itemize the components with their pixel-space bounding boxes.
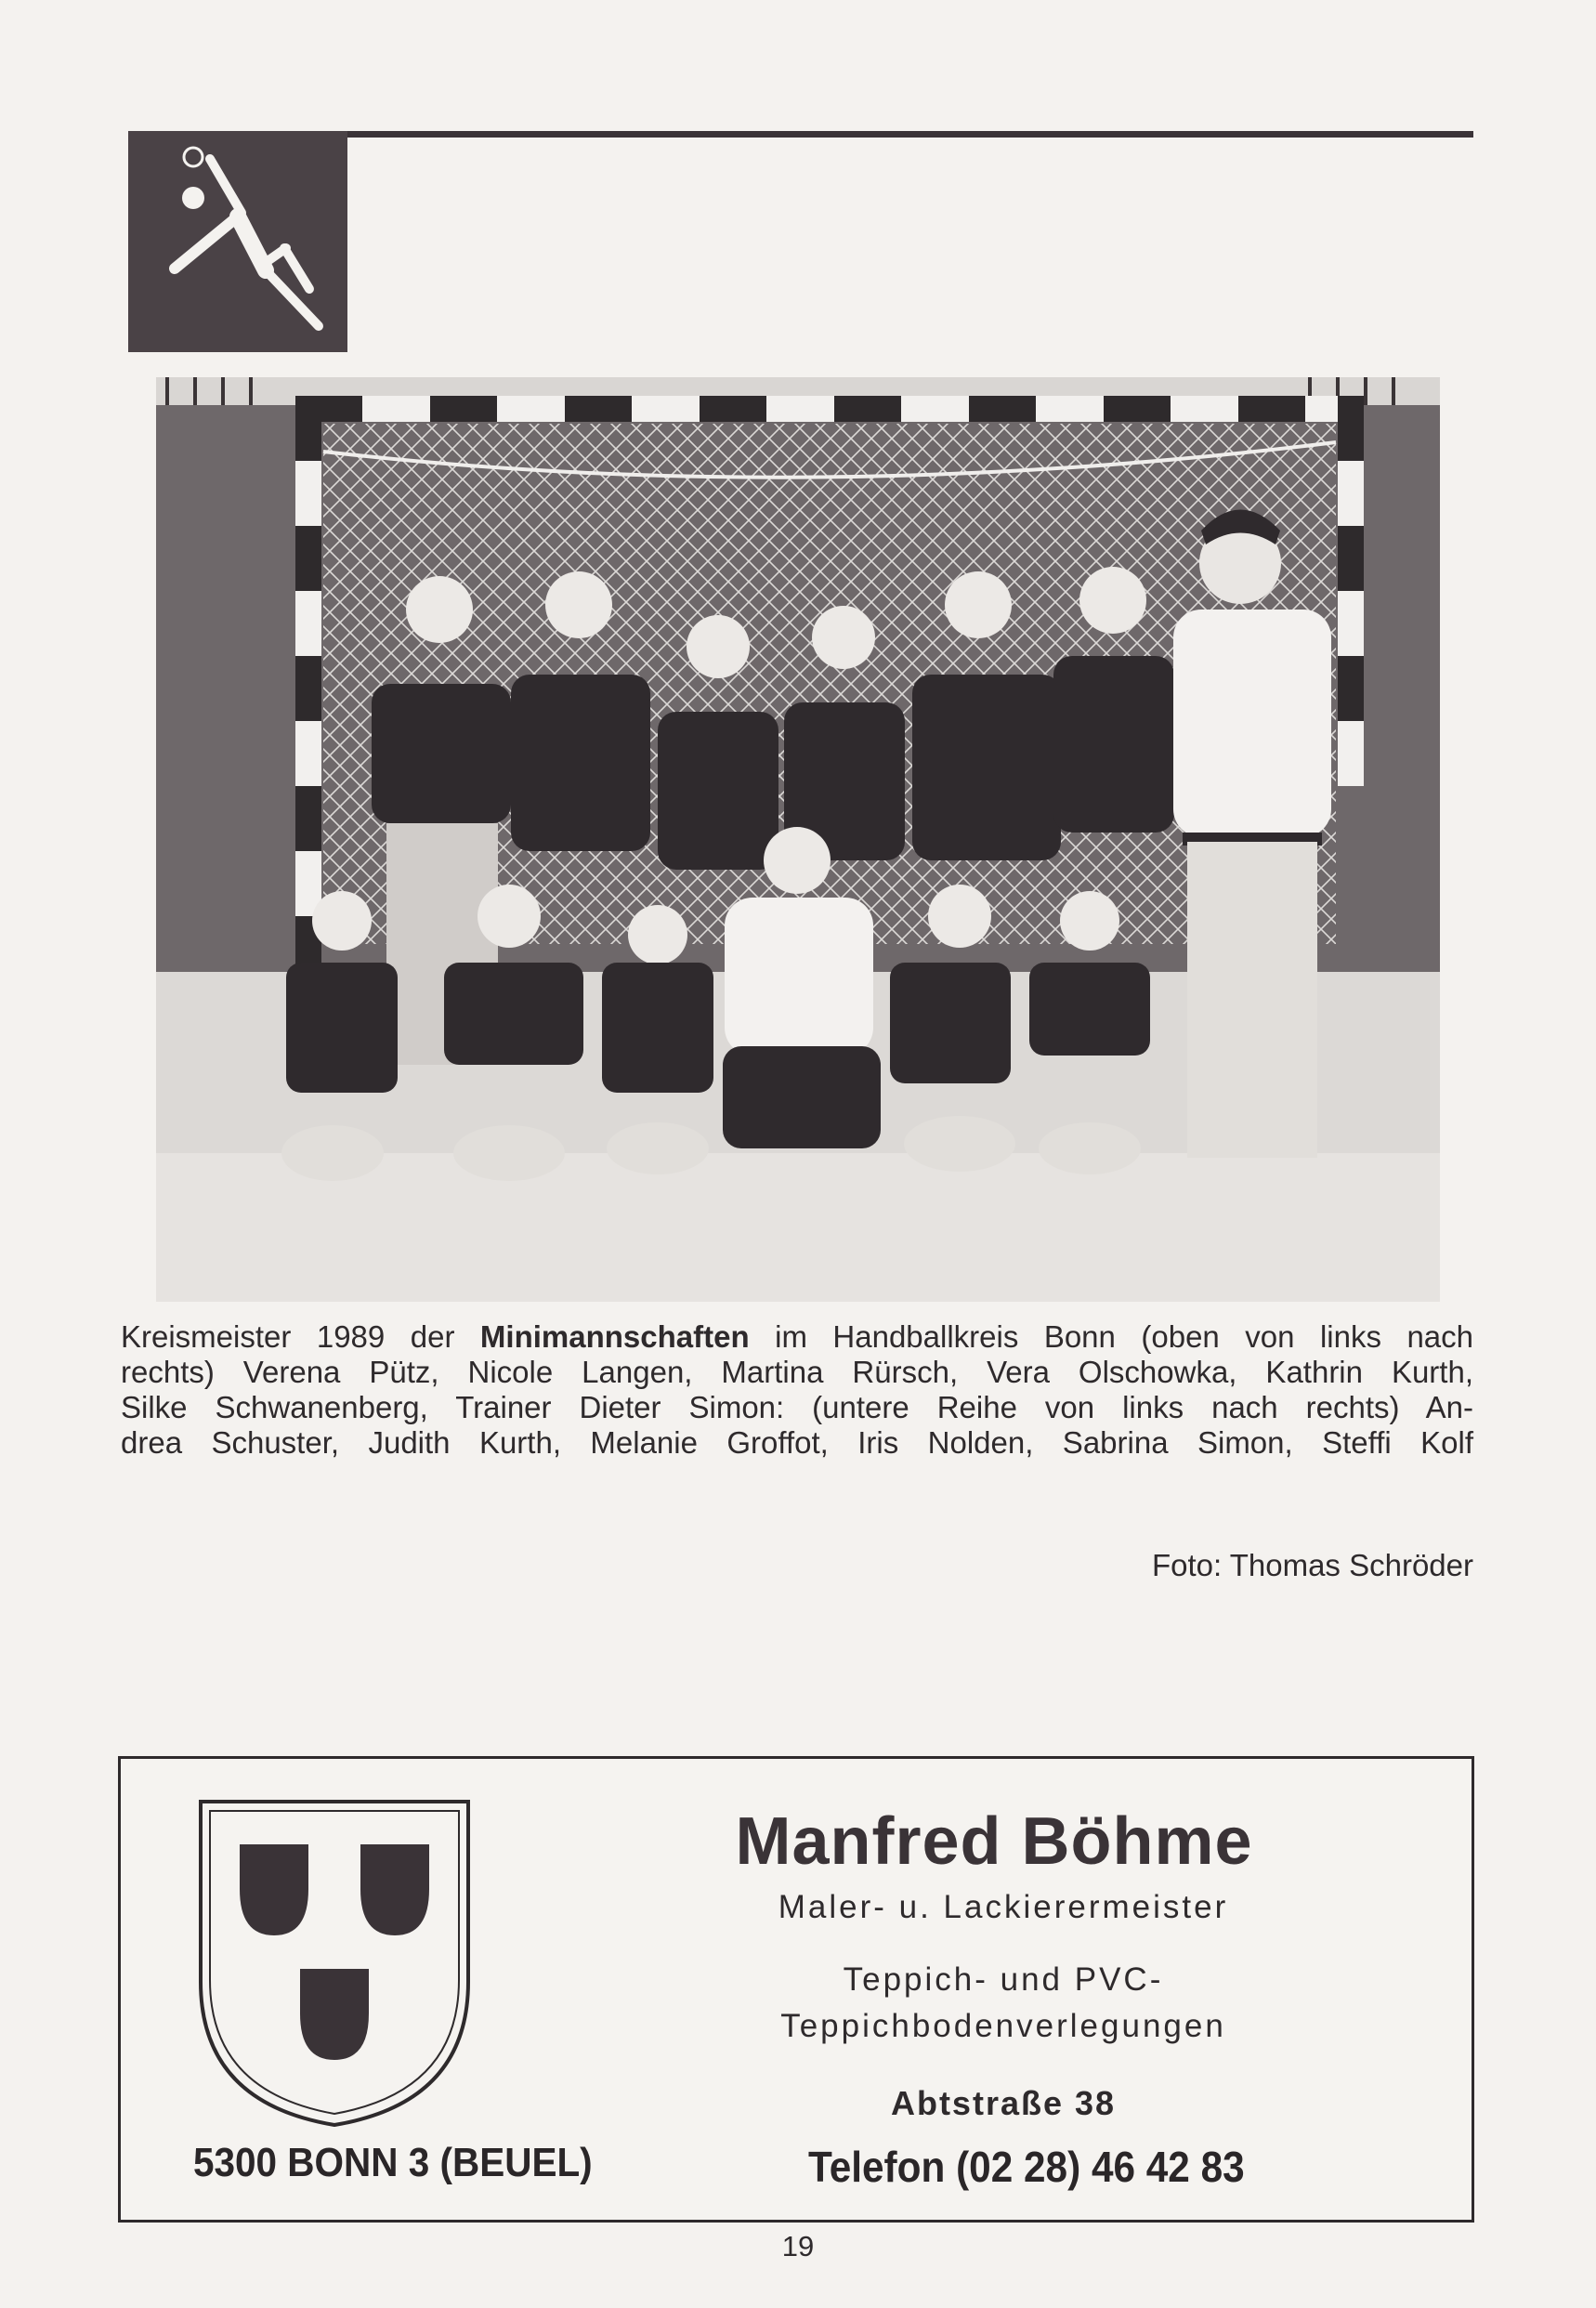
page-number: 19 — [781, 2230, 815, 2262]
caption-line-1: Kreismeister 1989 der Minimannschaften im Handballkreis Bonn (oben von links nach — [121, 1319, 1473, 1354]
caption-line-4: drea Schuster, Judith Kurth, Melanie Groffot, Iris Nolden, Sabrina Simon, Steffi Kolf — [121, 1425, 1473, 1460]
handball-player-icon — [128, 131, 347, 352]
ad-service-line-2: Teppichbodenverlegungen — [780, 2008, 1226, 2044]
coat-of-arms-shield-icon — [195, 1796, 474, 2131]
team-photo — [156, 377, 1440, 1302]
ad-street: Abtstraße 38 — [890, 2084, 1117, 2122]
advertisement-box — [118, 1756, 1474, 2223]
photo-caption — [121, 1319, 1473, 1461]
ad-business-name: Manfred Böhme — [735, 1804, 1253, 1879]
caption-line-2: rechts) Verena Pütz, Nicole Langen, Martina Rürsch, Vera Olschowka, Kathrin Kurth, — [121, 1355, 1473, 1389]
ad-service-line-1: Teppich- und PVC- — [843, 1961, 1164, 1998]
caption-bold-team: Minimannschaften — [479, 1319, 750, 1354]
ad-phone: Telefon (02 28) 46 42 83 — [808, 2143, 1245, 2191]
ad-address: 5300 BONN 3 (BEUEL) — [193, 2140, 593, 2185]
photo-credit: Foto: Thomas Schröder — [1151, 1548, 1473, 1582]
caption-line-3: Silke Schwanenberg, Trainer Dieter Simon: (untere Reihe von links nach rechts) An- — [121, 1390, 1473, 1424]
ad-title: Maler- u. Lackierermeister — [778, 1889, 1229, 1925]
